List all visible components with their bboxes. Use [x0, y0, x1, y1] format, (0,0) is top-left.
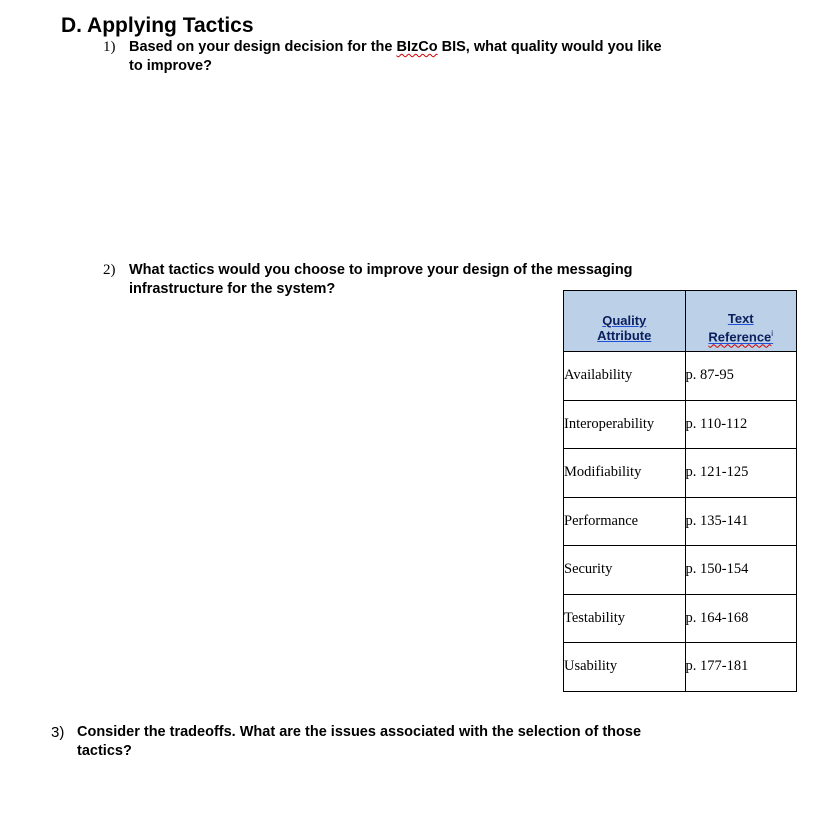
table-row: [564, 546, 797, 595]
question-2-line-2: infrastructure for the system?: [129, 281, 336, 297]
table-row: [564, 594, 797, 643]
question-2-line-1: What tactics would you choose to improve your design of the messaging: [129, 262, 633, 278]
table-row: [564, 643, 797, 692]
question-3-number: 3): [51, 724, 65, 741]
quality-attribute-table: [563, 290, 797, 692]
spellcheck-flagged-word[interactable]: BIzCo: [396, 39, 438, 55]
attribute-cell: Usability: [564, 643, 686, 692]
question-2-number: 2): [103, 262, 116, 278]
reference-cell: p. 110-112: [685, 400, 796, 449]
question-3: [0, 723, 819, 763]
reference-cell: p. 135-141: [685, 497, 796, 546]
reference-cell: p. 164-168: [685, 594, 796, 643]
attribute-cell: Testability: [564, 594, 686, 643]
table-header-row: [564, 291, 797, 352]
attribute-cell: Security: [564, 546, 686, 595]
reference-cell: p. 150-154: [685, 546, 796, 595]
attribute-cell: Modifiability: [564, 449, 686, 498]
attribute-cell: Interoperability: [564, 400, 686, 449]
table-row: [564, 400, 797, 449]
question-1-number: 1): [103, 39, 116, 55]
attribute-cell: Availability: [564, 352, 686, 401]
header-text-reference: Text Reference$^i$: [685, 291, 796, 352]
attribute-cell: Performance: [564, 497, 686, 546]
question-1-line-2: to improve?: [129, 58, 212, 74]
table-row: [564, 497, 797, 546]
question-3-line-1: Consider the tradeoffs. What are the issues associated with the selection of those: [77, 724, 642, 740]
table-row: [564, 449, 797, 498]
reference-cell: p. 177-181: [685, 643, 796, 692]
section-title: D. Applying Tactics: [61, 14, 254, 37]
header-quality-attribute: Quality Attribute: [564, 291, 686, 352]
reference-cell: p. 87-95: [685, 352, 796, 401]
reference-cell: p. 121-125: [685, 449, 796, 498]
table-row: [564, 352, 797, 401]
question-1: [0, 38, 819, 78]
question-1-line-1: Based on your design decision for the BIzCo BIS, what quality would you like: [129, 39, 662, 55]
question-3-line-2: tactics?: [77, 743, 132, 759]
